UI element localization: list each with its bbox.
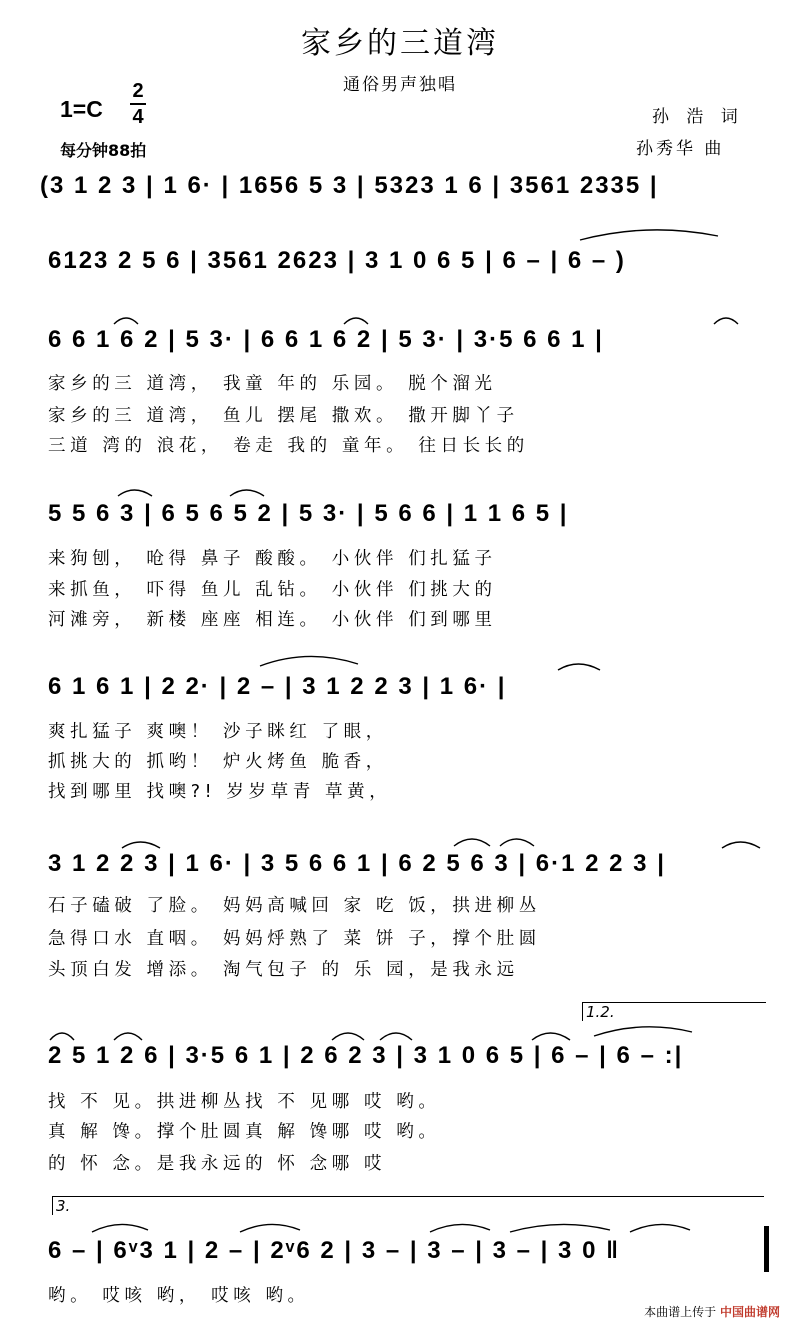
- lyric-row-4-verse-1: 来狗刨， 呛得 鼻子 酸酸。 小伙伴 们扎猛子: [48, 549, 497, 569]
- slur-mark: [48, 1026, 148, 1042]
- slur-mark: [112, 312, 142, 326]
- lyric-row-3-verse-2: 家乡的三 道湾， 鱼儿 摆尾 撒欢。 撒开脚丫子: [48, 406, 519, 426]
- lyric-row-6-verse-2: 急得口水 直咽。 妈妈烀熟了 菜 饼 子，撑个肚圆: [48, 929, 541, 949]
- slur-mark: [556, 658, 606, 672]
- lyric-row-5-verse-1: 爽扎猛子 爽噢！ 沙子眯红 了眼，: [48, 722, 388, 742]
- slur-mark: [342, 312, 372, 326]
- volta-ending-3: [52, 1196, 764, 1215]
- footer-prefix: 本曲谱上传于: [644, 1305, 717, 1319]
- lyric-row-7-verse-2: 真 解 馋。撑个肚圆真 解 馋哪 哎 哟。: [48, 1122, 441, 1142]
- notation-row-4: 5 5 6 3 | 6 5 6 5 2 | 5 3· | 5 6 6 | 1 1 6 5 |: [48, 500, 569, 527]
- site-logo[interactable]: 中国曲谱网: [719, 1305, 780, 1319]
- tie-slur: [90, 1214, 740, 1234]
- slur-mark: [720, 836, 765, 850]
- volta-label: 1.2.: [586, 1003, 615, 1021]
- slur-mark: [452, 832, 542, 848]
- key-signature: 1=C: [60, 96, 103, 122]
- lyric-row-8: 哟。 哎咳 哟， 哎咳 哟。: [48, 1286, 310, 1306]
- slur-mark: [120, 836, 165, 850]
- notation-row-1: (3 1 2 3 | 1 6· | 1656 5 3 | 5323 1 6 | 3561 2335 |: [40, 172, 659, 199]
- final-barline: [764, 1226, 769, 1272]
- time-numerator: 2: [132, 80, 144, 102]
- song-title: 家乡的三道湾: [301, 26, 499, 61]
- lyric-row-7-verse-1: 找 不 见。拱进柳丛找 不 见哪 哎 哟。: [48, 1092, 441, 1112]
- lyric-row-4-verse-2: 来抓鱼， 吓得 鱼儿 乱钻。 小伙伴 们挑大的: [48, 580, 497, 600]
- slur-mark: [712, 312, 742, 326]
- tie-slur: [592, 1020, 712, 1038]
- lyric-row-3-verse-1: 家乡的三 道湾， 我童 年的 乐园。 脱个溜光: [48, 374, 497, 394]
- notation-row-7: 2 5 1 2 6 | 3·5 6 1 | 2 6 2 3 | 3 1 0 6 5 | 6 – | 6 – :|: [48, 1042, 684, 1069]
- notation-row-6: 3 1 2 2 3 | 1 6· | 3 5 6 6 1 | 6 2 5 6 3 | 6·1 2 2 3 |: [48, 850, 666, 877]
- lyric-row-7-verse-3: 的 怀 念。是我永远的 怀 念哪 哎: [48, 1154, 387, 1174]
- volta-label: 3.: [56, 1197, 71, 1215]
- song-subtitle: 通俗男声独唱: [343, 75, 457, 95]
- lyric-row-6-verse-3: 头顶白发 增添。 淘气包子 的 乐 园，是我永远: [48, 960, 519, 980]
- slur-mark: [228, 484, 268, 498]
- footer-credit: [644, 1303, 780, 1320]
- tie-slur: [578, 222, 778, 242]
- slur-mark: [330, 1026, 420, 1042]
- lyricist-credit: 孙 浩 词: [652, 107, 744, 127]
- lyric-row-5-verse-3: 找到哪里 找噢?! 岁岁草青 草黄，: [48, 782, 392, 802]
- slur-mark: [530, 1026, 575, 1042]
- notation-row-2: 6123 2 5 6 | 3561 2623 | 3 1 0 6 5 | 6 – | 6 – ): [48, 247, 626, 274]
- lyric-row-4-verse-3: 河滩旁， 新楼 座座 相连。 小伙伴 们到哪里: [48, 610, 497, 630]
- notation-row-8: 6 – | 6ᵛ3 1 | 2 – | 2ᵛ6 2 | 3 – | 3 – | 3 – | 3 0 ‖: [48, 1237, 621, 1264]
- tie-slur: [258, 648, 368, 668]
- lyric-row-3-verse-3: 三道 湾的 浪花， 卷走 我的 童年。 往日长长的: [48, 436, 529, 456]
- slur-mark: [116, 484, 156, 498]
- notation-row-5: 6 1 6 1 | 2 2· | 2 – | 3 1 2 2 3 | 1 6· |: [48, 673, 507, 700]
- volta-ending-1-2: [582, 1002, 766, 1021]
- time-denominator: 4: [132, 106, 144, 128]
- lyric-row-5-verse-2: 抓挑大的 抓哟！ 炉火烤鱼 脆香，: [48, 752, 388, 772]
- time-signature: [128, 80, 148, 128]
- notation-row-3: 6 6 1 6 2 | 5 3· | 6 6 1 6 2 | 5 3· | 3·5 6 6 1 |: [48, 326, 604, 353]
- lyric-row-6-verse-1: 石子磕破 了脸。 妈妈高喊回 家 吃 饭，拱进柳丛: [48, 896, 541, 916]
- tempo-marking: 每分钟88拍: [60, 141, 147, 160]
- composer-credit: 孙秀华 曲: [636, 139, 725, 159]
